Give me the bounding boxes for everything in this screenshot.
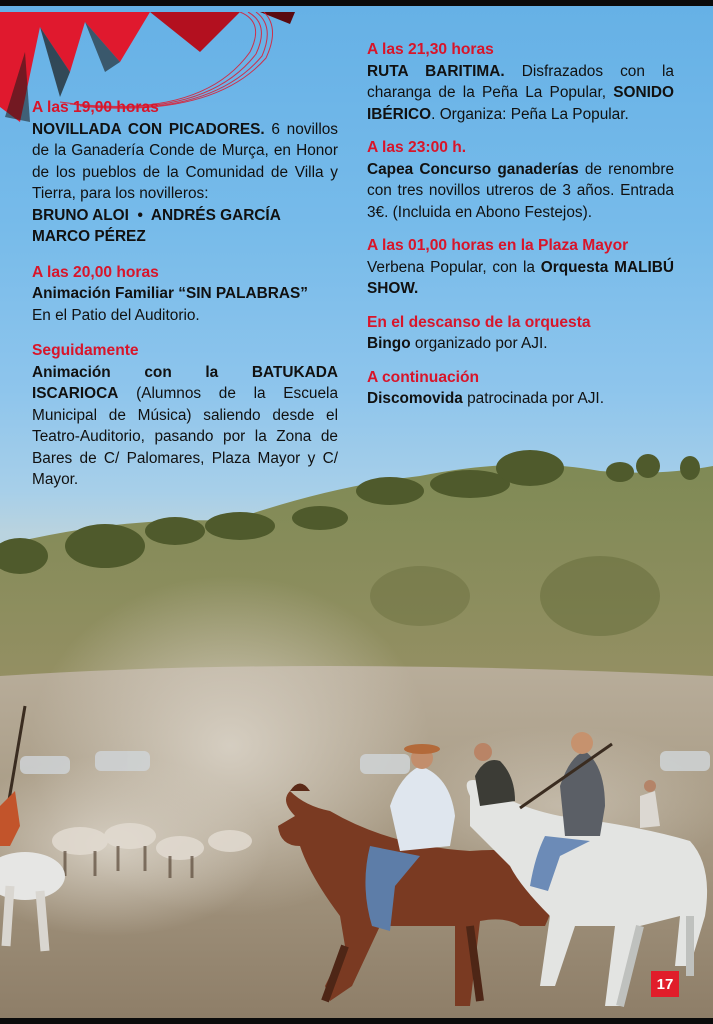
event-discomovida bbox=[367, 367, 674, 410]
event-time-heading: A las 20,00 horas bbox=[32, 263, 159, 281]
event-text: de renombre con tres novillos utreros de 3 años. Entrada 3€. (Incluida en Abono Festejos). bbox=[367, 160, 675, 221]
event-text: organizado por AJI. bbox=[414, 335, 548, 352]
event-description bbox=[367, 257, 674, 300]
right-column bbox=[367, 39, 674, 422]
event-time-heading: A continuación bbox=[367, 368, 480, 386]
event-text: 6 novillos de la Ganadería Conde de Murça, en Honor de los pueblos de la Comunidad de Villa y Tierra, para los novilleros: bbox=[32, 120, 338, 202]
bottom-border bbox=[0, 1018, 713, 1024]
event-time-heading: A las 21,30 horas bbox=[367, 41, 494, 58]
event-title: NOVILLADA CON PICADORES. bbox=[32, 120, 265, 138]
horse-riders-photo bbox=[0, 446, 713, 1018]
event-description bbox=[367, 159, 674, 224]
program-page bbox=[0, 6, 713, 1018]
event-title: Discomovida bbox=[367, 390, 463, 407]
event-text: (Alumnos de la Escuela Municipal de Música) saliendo desde el Teatro-Auditorio, pasando por la Zona de Bares de C/ Palomares, Plaza Mayor y C/ Mayor. bbox=[32, 385, 339, 488]
event-bingo bbox=[367, 312, 674, 355]
event-description bbox=[367, 61, 674, 126]
event-time-heading: A las 19,00 horas bbox=[32, 99, 159, 116]
bullfighter-name: BRUNO ALOI bbox=[32, 206, 129, 224]
event-text: Verbena Popular, con la bbox=[367, 258, 535, 276]
event-title: Orquesta MALIBÚ SHOW. bbox=[367, 258, 675, 297]
event-title: Animación con la BATUKADA ISCARIOCA bbox=[32, 363, 338, 402]
event-animacion-familiar bbox=[32, 262, 338, 327]
bullfighter-name: MARCO PÉREZ bbox=[32, 228, 146, 245]
top-border bbox=[0, 0, 713, 6]
event-ruta-baritima bbox=[367, 39, 674, 125]
event-text: Disfrazados con la charanga de la Peña La Popular, bbox=[367, 62, 674, 101]
event-capea bbox=[367, 137, 674, 223]
event-novillada bbox=[32, 97, 338, 248]
event-verbena bbox=[367, 235, 674, 300]
event-title: RUTA BARITIMA. bbox=[367, 62, 505, 80]
bullfighter-name: ANDRÉS GARCÍA bbox=[150, 206, 281, 224]
event-text: patrocinada por AJI. bbox=[467, 390, 604, 407]
event-batukada bbox=[32, 340, 338, 491]
event-title: Bingo bbox=[367, 335, 411, 352]
event-text: En el Patio del Auditorio. bbox=[32, 306, 200, 324]
event-title: Animación Familiar “SIN PALABRAS” bbox=[32, 285, 308, 302]
event-text: . Organiza: Peña La Popular. bbox=[431, 105, 629, 123]
event-time-heading: A las 23:00 h. bbox=[367, 139, 467, 156]
page-number-badge: 17 bbox=[651, 971, 679, 997]
event-description bbox=[367, 388, 674, 410]
event-time-heading: Seguidamente bbox=[32, 342, 139, 359]
event-time-heading: A las 01,00 horas en la Plaza Mayor bbox=[367, 237, 629, 254]
event-description bbox=[32, 362, 338, 491]
band-name: SONIDO IBÉRICO bbox=[367, 84, 674, 123]
event-title: Capea Concurso ganaderías bbox=[367, 160, 579, 178]
event-description bbox=[32, 119, 338, 205]
bullfighters-line-1 bbox=[32, 205, 338, 227]
left-column bbox=[32, 97, 338, 503]
event-description bbox=[367, 333, 674, 355]
event-time-heading: En el descanso de la orquesta bbox=[367, 313, 591, 331]
bullet-separator: • bbox=[137, 206, 143, 224]
